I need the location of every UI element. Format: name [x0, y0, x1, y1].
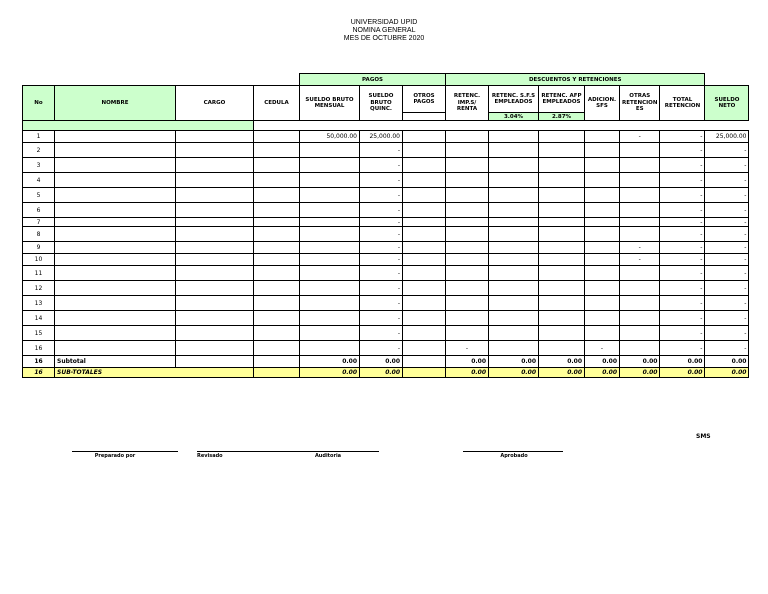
table-row — [23, 326, 749, 341]
subtotales-imp: 0.00 — [446, 368, 489, 378]
cell-imp — [446, 143, 489, 158]
subtotales-sfs: 0.00 — [489, 368, 539, 378]
cell-adicion — [585, 266, 620, 281]
signature-line-revisado — [197, 451, 379, 452]
col-nombre: NOMBRE — [55, 86, 176, 121]
subtotales-otras: 0.00 — [620, 368, 660, 378]
cell-mensual — [300, 281, 360, 296]
subtotal-total: 0.00 — [660, 356, 705, 368]
col-no: No — [23, 86, 55, 121]
table-row — [23, 254, 749, 266]
cell-neto: - — [705, 227, 749, 242]
cell-otras — [620, 143, 660, 158]
cell-no: 7 — [23, 218, 55, 227]
cell-no: 10 — [23, 254, 55, 266]
cell-total: - — [660, 296, 705, 311]
cell-imp — [446, 326, 489, 341]
table-row — [23, 218, 749, 227]
subtotal-afp: 0.00 — [539, 356, 585, 368]
cell-no: 6 — [23, 203, 55, 218]
cell-adicion — [585, 254, 620, 266]
cell-neto: - — [705, 218, 749, 227]
cell-total: - — [660, 311, 705, 326]
cell-otras — [620, 158, 660, 173]
table-row — [23, 158, 749, 173]
cell-no: 5 — [23, 188, 55, 203]
cell-total: - — [660, 143, 705, 158]
cell-adicion — [585, 131, 620, 143]
cell-mensual — [300, 143, 360, 158]
subtotales-label: SUB-TOTALES — [55, 368, 254, 378]
cell-quinc: - — [360, 311, 403, 326]
group-descuentos: DESCUENTOS Y RETENCIONES — [446, 74, 705, 86]
cell-imp — [446, 188, 489, 203]
report-period: MES DE OCTUBRE 2020 — [343, 35, 425, 42]
employee-rows — [23, 131, 749, 356]
cell-total: - — [660, 158, 705, 173]
col-cedula: CEDULA — [254, 86, 300, 121]
cell-imp — [446, 296, 489, 311]
cell-no: 14 — [23, 311, 55, 326]
table-row — [23, 281, 749, 296]
cell-quinc: - — [360, 158, 403, 173]
table-row — [23, 311, 749, 326]
cell-adicion — [585, 218, 620, 227]
cell-adicion — [585, 326, 620, 341]
cell-mensual — [300, 242, 360, 254]
signature-aprobado: Aprobado — [500, 453, 528, 459]
cell-otras — [620, 188, 660, 203]
subtotal-no: 16 — [23, 356, 55, 368]
subtotales-mensual: 0.00 — [300, 368, 360, 378]
cell-imp — [446, 242, 489, 254]
cell-no: 4 — [23, 173, 55, 188]
cell-quinc: - — [360, 218, 403, 227]
cell-otras — [620, 326, 660, 341]
cell-otras — [620, 281, 660, 296]
cell-no: 16 — [23, 341, 55, 356]
subtotales-afp: 0.00 — [539, 368, 585, 378]
subtotal-quinc: 0.00 — [360, 356, 403, 368]
cell-total: - — [660, 227, 705, 242]
org-title: UNIVERSIDAD UPID — [350, 19, 418, 26]
cell-adicion — [585, 296, 620, 311]
cell-mensual — [300, 266, 360, 281]
col-sueldo-neto: SUELDO NETO — [705, 86, 749, 121]
cell-quinc: - — [360, 242, 403, 254]
cell-quinc: 25,000.00 — [360, 131, 403, 143]
cell-otras — [620, 296, 660, 311]
cell-total: - — [660, 242, 705, 254]
cell-adicion — [585, 158, 620, 173]
cell-total: - — [660, 341, 705, 356]
cell-otras — [620, 311, 660, 326]
cell-no: 2 — [23, 143, 55, 158]
cell-neto: - — [705, 266, 749, 281]
table-row — [23, 143, 749, 158]
col-otros-pagos: OTROS PAGOS — [403, 86, 446, 113]
cell-quinc: - — [360, 266, 403, 281]
subtotal-row — [23, 356, 749, 368]
cell-otras — [620, 341, 660, 356]
cell-neto: - — [705, 158, 749, 173]
signature-revisado: Revisado — [197, 453, 223, 459]
cell-mensual — [300, 254, 360, 266]
cell-otras — [620, 266, 660, 281]
cell-imp — [446, 173, 489, 188]
cell-otras — [620, 203, 660, 218]
subtotales-adicion: 0.00 — [585, 368, 620, 378]
table-row — [23, 341, 749, 356]
cell-imp — [446, 254, 489, 266]
subtotal-label: Subtotal — [55, 356, 176, 368]
cell-total: - — [660, 281, 705, 296]
cell-total: - — [660, 131, 705, 143]
cell-imp — [446, 266, 489, 281]
column-header-row — [23, 86, 749, 113]
cell-neto: - — [705, 188, 749, 203]
cell-neto: - — [705, 203, 749, 218]
cell-mensual — [300, 218, 360, 227]
subtotal-adicion: 0.00 — [585, 356, 620, 368]
cell-quinc: - — [360, 227, 403, 242]
group-header-row — [23, 74, 749, 86]
cell-otras — [620, 173, 660, 188]
cell-mensual: 50,000.00 — [300, 131, 360, 143]
cell-imp — [446, 218, 489, 227]
cell-total: - — [660, 173, 705, 188]
cell-neto: - — [705, 311, 749, 326]
cell-quinc: - — [360, 143, 403, 158]
cell-quinc: - — [360, 281, 403, 296]
cell-otras: - — [620, 131, 660, 143]
cell-neto: - — [705, 296, 749, 311]
col-retenc-sfs: RETENC. S.F.S EMPLEADOS — [489, 86, 539, 113]
report-title: NOMINA GENERAL — [352, 27, 416, 34]
cell-adicion — [585, 227, 620, 242]
cell-no: 9 — [23, 242, 55, 254]
cell-mensual — [300, 326, 360, 341]
col-sueldo-bruto-quinc: SUELDO BRUTO QUINC. — [360, 86, 403, 121]
signature-line-aprobado — [463, 451, 563, 452]
subtotales-neto: 0.00 — [705, 368, 749, 378]
cell-quinc: - — [360, 203, 403, 218]
cell-quinc: - — [360, 341, 403, 356]
cell-adicion — [585, 173, 620, 188]
cell-total: - — [660, 188, 705, 203]
table-row — [23, 296, 749, 311]
cell-mensual — [300, 158, 360, 173]
cell-quinc: - — [360, 188, 403, 203]
cell-imp — [446, 131, 489, 143]
table-row — [23, 227, 749, 242]
subtotales-no: 16 — [23, 368, 55, 378]
cell-quinc: - — [360, 296, 403, 311]
cell-quinc: - — [360, 326, 403, 341]
cell-no: 3 — [23, 158, 55, 173]
cell-imp — [446, 311, 489, 326]
col-adicion-sfs: ADICION. SFS — [585, 86, 620, 121]
cell-imp — [446, 281, 489, 296]
signature-line-preparado — [72, 451, 178, 452]
cell-imp: - — [446, 341, 489, 356]
cell-mensual — [300, 173, 360, 188]
table-row — [23, 242, 749, 254]
cell-total: - — [660, 218, 705, 227]
cell-otras: - — [620, 242, 660, 254]
subtotales-row — [23, 368, 749, 378]
sms-label: SMS — [696, 433, 711, 440]
cell-mensual — [300, 311, 360, 326]
subtotal-mensual: 0.00 — [300, 356, 360, 368]
subtotal-otras: 0.00 — [620, 356, 660, 368]
cell-no: 15 — [23, 326, 55, 341]
col-retenc-afp: RETENC. AFP EMPLEADOS — [539, 86, 585, 113]
subtotal-neto: 0.00 — [705, 356, 749, 368]
subtotales-total: 0.00 — [660, 368, 705, 378]
cell-imp — [446, 203, 489, 218]
signature-preparado: Preparado por — [94, 453, 136, 459]
cell-no: 1 — [23, 131, 55, 143]
cell-no: 13 — [23, 296, 55, 311]
cell-otras — [620, 227, 660, 242]
table-row — [23, 203, 749, 218]
group-pagos: PAGOS — [300, 74, 446, 86]
payroll-table — [22, 73, 749, 378]
cell-adicion — [585, 281, 620, 296]
col-otras-retenciones: OTRAS RETENCION ES — [620, 86, 660, 121]
cell-imp — [446, 227, 489, 242]
table-row — [23, 266, 749, 281]
table-row — [23, 173, 749, 188]
cell-quinc: - — [360, 254, 403, 266]
table-row — [23, 188, 749, 203]
col-cargo: CARGO — [176, 86, 254, 121]
signature-auditoria: Auditoria — [314, 453, 342, 459]
cell-adicion: - — [585, 341, 620, 356]
cell-neto: - — [705, 254, 749, 266]
cell-neto: 25,000.00 — [705, 131, 749, 143]
cell-no: 11 — [23, 266, 55, 281]
cell-mensual — [300, 341, 360, 356]
cell-adicion — [585, 242, 620, 254]
cell-total: - — [660, 266, 705, 281]
cell-mensual — [300, 188, 360, 203]
col-sueldo-bruto-mensual: SUELDO BRUTO MENSUAL — [300, 86, 360, 121]
col-retenc-imp: RETENC. IMP.S/ RENTA — [446, 86, 489, 121]
subtotal-sfs: 0.00 — [489, 356, 539, 368]
cell-mensual — [300, 203, 360, 218]
col-total-retencion: TOTAL RETENCION — [660, 86, 705, 121]
table-row — [23, 131, 749, 143]
cell-adicion — [585, 203, 620, 218]
subtotal-imp: 0.00 — [446, 356, 489, 368]
rate-afp: 2.87% — [539, 113, 585, 121]
cell-neto: - — [705, 341, 749, 356]
cell-mensual — [300, 227, 360, 242]
subtotales-quinc: 0.00 — [360, 368, 403, 378]
cell-otras: - — [620, 254, 660, 266]
cell-adicion — [585, 188, 620, 203]
cell-quinc: - — [360, 173, 403, 188]
cell-no: 8 — [23, 227, 55, 242]
cell-adicion — [585, 143, 620, 158]
cell-neto: - — [705, 173, 749, 188]
cell-neto: - — [705, 326, 749, 341]
cell-neto: - — [705, 143, 749, 158]
cell-adicion — [585, 311, 620, 326]
cell-neto: - — [705, 281, 749, 296]
cell-total: - — [660, 203, 705, 218]
cell-otras — [620, 218, 660, 227]
rate-sfs: 3.04% — [489, 113, 539, 121]
spacer-row — [23, 121, 749, 131]
cell-total: - — [660, 326, 705, 341]
cell-total: - — [660, 254, 705, 266]
cell-neto: - — [705, 242, 749, 254]
cell-imp — [446, 158, 489, 173]
cell-no: 12 — [23, 281, 55, 296]
cell-mensual — [300, 296, 360, 311]
